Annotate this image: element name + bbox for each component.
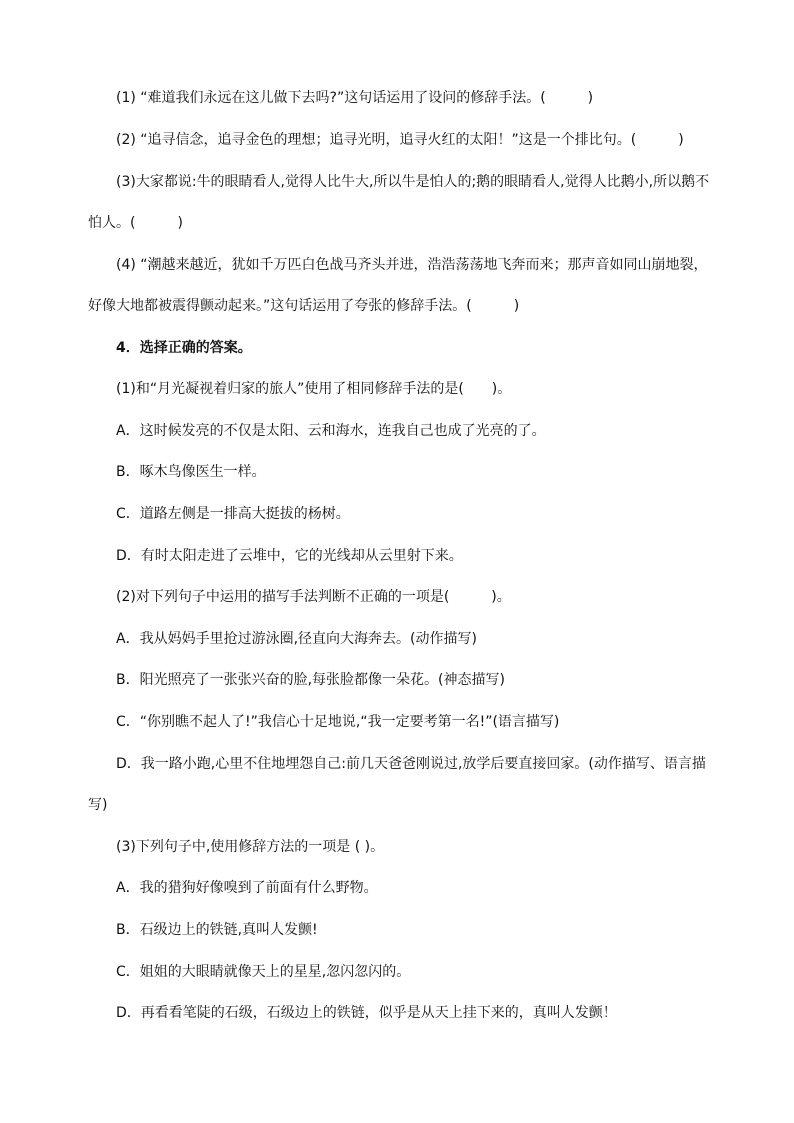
q4-2-stem: (2)对下列句子中运用的描写手法判断不正确的一项是( )。 xyxy=(116,589,511,605)
judgment-item-3-line-1: (3)大家都说:牛的眼睛看人,觉得人比牛大,所以牛是怕人的;鹅的眼睛看人,觉得人比鹅小,所以鹅不 xyxy=(116,174,710,190)
judgment-item-2: (2) “追寻信念，追寻金色的理想；追寻光明，追寻火红的太阳！”这是一个排比句。( ) xyxy=(116,132,684,148)
q4-2-option-c: C．“你别瞧不起人了!”我信心十足地说,“我一定要考第一名!”(语言描写) xyxy=(116,714,560,730)
question-4-heading: 4．选择正确的答案。 xyxy=(116,340,252,356)
q4-2-option-a: A．我从妈妈手里抢过游泳圈,径直向大海奔去。(动作描写) xyxy=(116,631,477,647)
q4-2-option-d-line-2: 写) xyxy=(88,797,108,813)
q4-2-option-b: B．阳光照亮了一张张兴奋的脸,每张脸都像一朵花。(神态描写) xyxy=(116,672,505,688)
q4-2-option-d-line-1: D．我一路小跑,心里不住地埋怨自己:前几天爸爸刚说过,放学后要直接回家。(动作描写、语言描 xyxy=(116,756,706,772)
judgment-item-4-line-1: (4) “潮越来越近，犹如千万匹白色战马齐头并进，浩浩荡荡地飞奔而来；那声音如同山崩地裂， xyxy=(116,257,708,273)
q4-3-option-d: D．再看看笔陡的石级，石级边上的铁链，似乎是从天上挂下来的，真叫人发颤！ xyxy=(116,1005,617,1021)
judgment-item-1: (1) “难道我们永远在这儿做下去吗?”这句话运用了设问的修辞手法。( ) xyxy=(116,90,594,106)
q4-3-option-a: A．我的猎狗好像嗅到了前面有什么野物。 xyxy=(116,880,378,896)
judgment-item-4-line-2: 好像大地都被震得颤动起来。”这句话运用了夸张的修辞手法。( ) xyxy=(88,298,520,314)
q4-1-option-b: B．啄木鸟像医生一样。 xyxy=(116,464,266,480)
q4-1-option-c: C．道路左侧是一排高大挺拔的杨树。 xyxy=(116,506,350,522)
q4-3-stem: (3)下列句子中,使用修辞方法的一项是 ( )。 xyxy=(116,839,385,855)
judgment-item-3-line-2: 怕人。( ) xyxy=(88,215,183,231)
q4-1-option-a: A．这时候发亮的不仅是太阳、云和海水，连我自己也成了光亮的了。 xyxy=(116,423,546,439)
q4-3-option-b: B．石级边上的铁链,真叫人发颤! xyxy=(116,922,318,938)
q4-3-option-c: C．姐姐的大眼睛就像天上的星星,忽闪忽闪的。 xyxy=(116,964,411,980)
q4-1-stem: (1)和“月光凝视着归家的旅人”使用了相同修辞手法的是( )。 xyxy=(116,381,512,397)
q4-1-option-d: D．有时太阳走进了云堆中，它的光线却从云里射下来。 xyxy=(116,548,463,564)
